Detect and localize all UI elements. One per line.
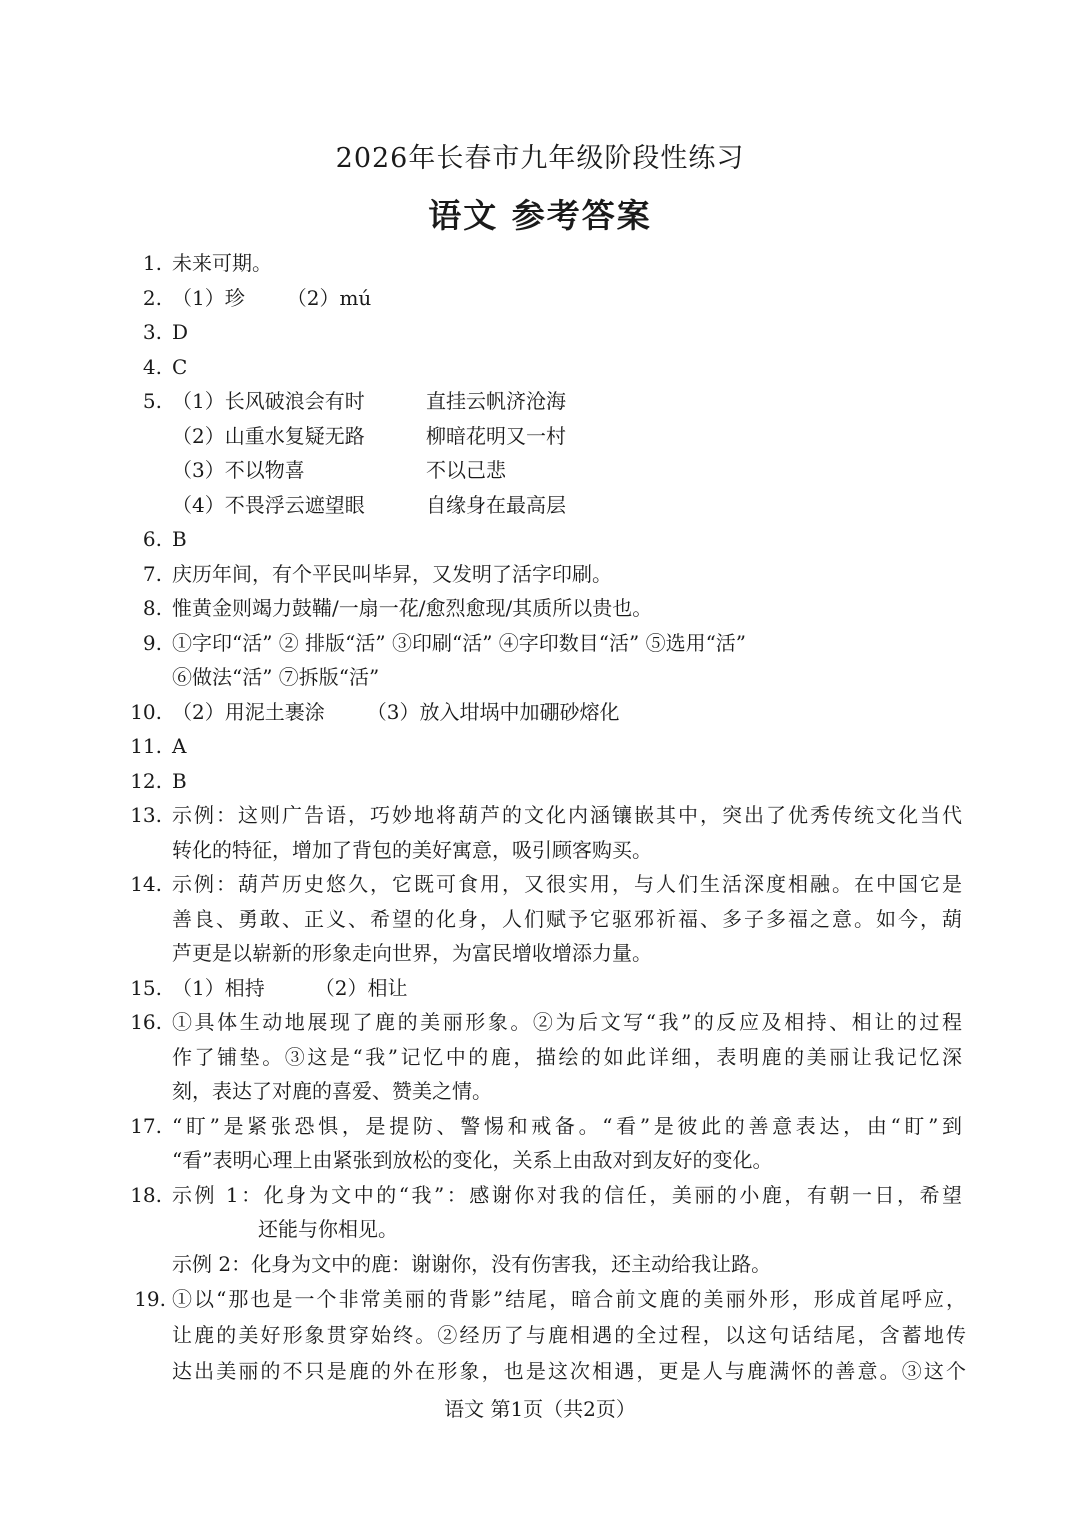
poem-line-second: 自缘身在最高层	[426, 492, 566, 517]
answer-number: 5.	[142, 389, 162, 413]
answer-item-17	[0, 1109, 1080, 1178]
answer-text: D	[172, 320, 189, 344]
answer-item-4	[0, 350, 1080, 385]
answer-number: 18.	[130, 1182, 162, 1207]
answer-item-6	[0, 522, 1080, 557]
answer-text-line: ①字印“活” ② 排版“活” ③印刷“活” ④字印数目“活” ⑤选用“活”	[172, 630, 747, 655]
answer-part-1: （1）珍	[172, 285, 245, 310]
answer-number: 12.	[130, 768, 162, 793]
answer-text: B	[172, 768, 187, 793]
answer-text-line: 刻，表达了对鹿的喜爱、赞美之情。	[172, 1079, 492, 1103]
answer-text-line: 还能与你相见。	[258, 1217, 398, 1241]
answer-text-line: 示例：葫芦历史悠久，它既可食用，又很实用，与人们生活深度相融。在中国它是	[172, 872, 962, 896]
answer-item-12	[0, 764, 1080, 799]
answer-text-line: “盯”是紧张恐惧，是提防、警惕和戒备。“看”是彼此的善意表达，由“盯”到	[172, 1113, 962, 1138]
answer-item-18	[0, 1178, 1080, 1282]
answer-text-line: 芦更是以崭新的形象走向世界，为富民增收增添力量。	[172, 941, 652, 965]
poem-line-second: 不以己悲	[426, 458, 506, 482]
answer-part-1: （2）用泥土裹涂	[172, 699, 325, 724]
answer-part-2: （2）mú	[286, 285, 372, 310]
answer-number: 19.	[134, 1287, 166, 1311]
poem-line-first: （3）不以物喜	[172, 458, 305, 482]
answer-number: 2.	[142, 285, 162, 310]
answer-text-line: ①以“那也是一个非常美丽的背影”结尾，暗合前文鹿的美丽外形，形成首尾呼应，	[172, 1287, 966, 1311]
answer-number: 13.	[130, 803, 162, 827]
answer-number: 15.	[130, 975, 162, 1000]
answer-item-5	[0, 384, 1080, 522]
page-title: 2026年长春市九年级阶段性练习	[335, 143, 745, 174]
answer-text: 惟黄金则竭力鼓鞴/一扇一花/愈烈愈现/其质所以贵也。	[172, 596, 653, 620]
page-subtitle: 语文 参考答案	[428, 196, 652, 235]
answer-text-line: 示例：这则广告语，巧妙地将葫芦的文化内涵镶嵌其中，突出了优秀传统文化当代	[172, 803, 962, 827]
answer-text-line: 作了铺垫。③这是“我”记忆中的鹿，描绘的如此详细，表明鹿的美丽让我记忆深	[172, 1044, 962, 1069]
answer-text-line: 让鹿的美好形象贯穿始终。②经历了与鹿相遇的全过程，以这句话结尾，含蓄地传	[172, 1323, 966, 1347]
page-footer: 语文 第1页（共2页）	[444, 1397, 636, 1421]
answer-number: 1.	[142, 251, 162, 275]
answer-number: 16.	[130, 1010, 162, 1034]
poem-line-first: （1）长风破浪会有时	[172, 389, 365, 413]
answer-number: 17.	[130, 1113, 162, 1138]
answer-text: C	[172, 354, 188, 379]
answer-item-11	[0, 729, 1080, 764]
answer-text-line: ①具体生动地展现了鹿的美丽形象。②为后文写“我”的反应及相持、相让的过程	[172, 1010, 962, 1034]
answer-text: A	[172, 734, 187, 758]
answer-number: 8.	[142, 596, 162, 620]
answer-part-2: （3）放入坩埚中加硼砂熔化	[366, 699, 620, 724]
answer-number: 11.	[130, 734, 162, 758]
answer-number: 6.	[142, 527, 162, 551]
answer-number: 3.	[142, 320, 162, 344]
answer-part-2: （2）相让	[314, 975, 408, 1000]
answer-number: 10.	[130, 699, 162, 724]
answer-text-line: 达出美丽的不只是鹿的外在形象，也是这次相遇，更是人与鹿满怀的善意。③这个	[172, 1359, 966, 1383]
answer-text: 未来可期。	[172, 251, 272, 275]
answer-number: 9.	[142, 630, 162, 655]
answer-item-16	[0, 1005, 1080, 1109]
poem-line-second: 直挂云帆济沧海	[426, 389, 566, 413]
answer-text-line: “看”表明心理上由紧张到放松的变化，关系上由敌对到友好的变化。	[172, 1148, 773, 1172]
answer-item-10	[0, 695, 1080, 730]
answer-number: 7.	[142, 561, 162, 586]
answer-item-3	[0, 315, 1080, 350]
answer-part-1: （1）相持	[172, 975, 265, 1000]
answer-text-line: 善良、勇敢、正义、希望的化身，人们赋予它驱邪祈福、多子多福之意。如今，葫	[172, 906, 962, 931]
answer-item-1	[0, 246, 1080, 281]
answer-text: 庆历年间，有个平民叫毕昇，又发明了活字印刷。	[172, 561, 612, 586]
answer-item-15	[0, 971, 1080, 1006]
poem-line-first: （4）不畏浮云遮望眼	[172, 492, 365, 517]
answer-list	[0, 246, 1080, 1389]
answer-item-8	[0, 591, 1080, 626]
answer-item-19	[0, 1281, 1080, 1389]
answer-text-line: 示例 1：化身为文中的“我”：感谢你对我的信任，美丽的小鹿，有朝一日，希望	[172, 1182, 962, 1207]
answer-text-line: ⑥做法“活” ⑦拆版“活”	[172, 665, 380, 689]
answer-item-9	[0, 626, 1080, 695]
answer-item-2	[0, 281, 1080, 316]
answer-item-7	[0, 557, 1080, 592]
answer-item-13	[0, 798, 1080, 867]
answer-text-line: 转化的特征，增加了背包的美好寓意，吸引顾客购买。	[172, 837, 652, 862]
answer-text: B	[172, 527, 187, 551]
answer-text-line: 示例 2：化身为文中的鹿：谢谢你，没有伤害我，还主动给我让路。	[172, 1251, 772, 1276]
answer-number: 4.	[142, 354, 162, 379]
answer-item-14	[0, 867, 1080, 971]
poem-line-second: 柳暗花明又一村	[426, 423, 566, 448]
poem-line-first: （2）山重水复疑无路	[172, 423, 365, 448]
answer-number: 14.	[130, 872, 162, 896]
